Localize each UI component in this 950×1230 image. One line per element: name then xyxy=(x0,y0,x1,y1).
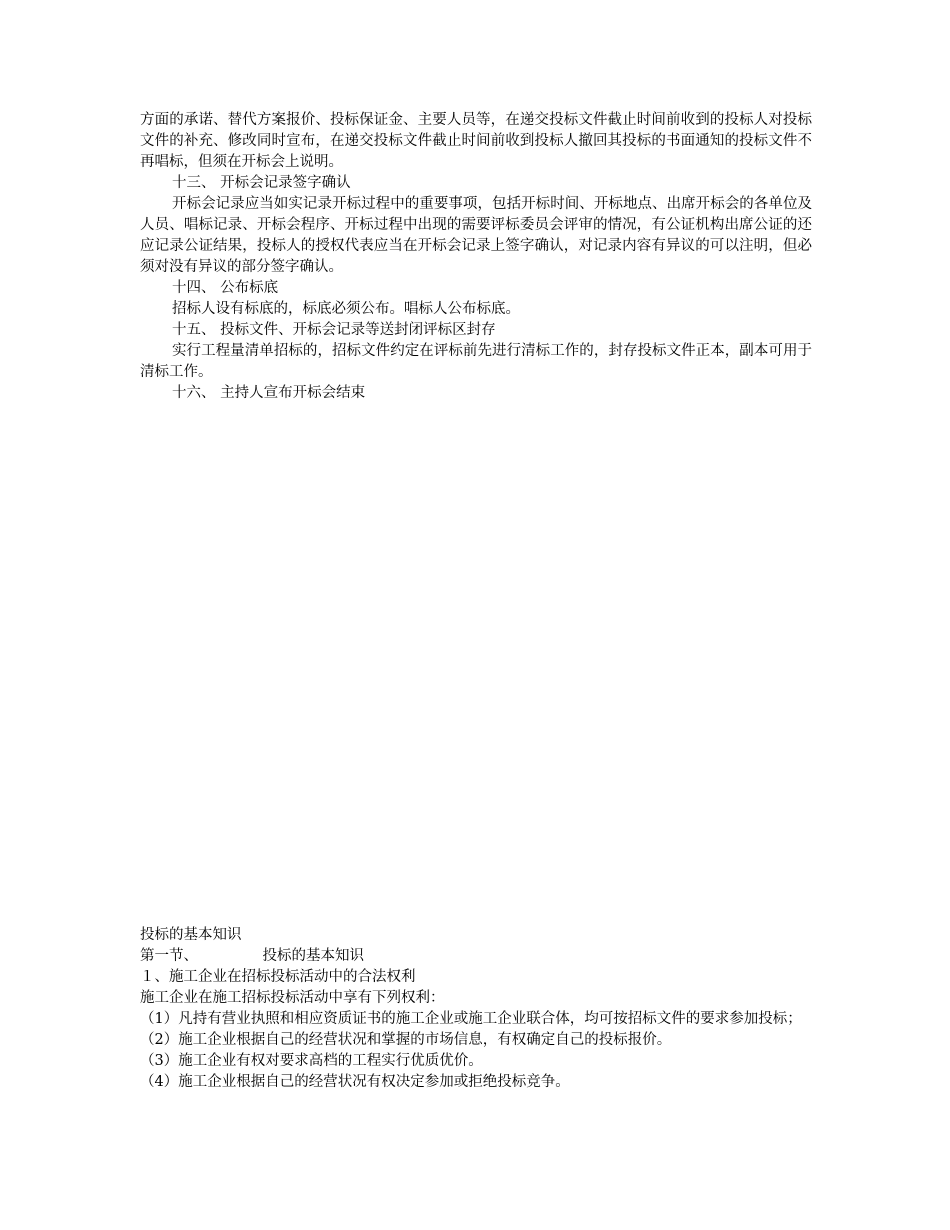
intro-paragraph: 方面的承诺、替代方案报价、投标保证金、主要人员等，在递交投标文件截止时间前收到的投标人对投标文件的补充、修改同时宣布，在递交投标文件截止时间前收到投标人撤回其投标的书面通知的投标文件不再唱标，但须在开标会上说明。 xyxy=(140,112,812,170)
section-title: 投标的基本知识 xyxy=(140,927,242,943)
chapter-heading: 第一节、 投标的基本知识 xyxy=(140,948,365,964)
heading-13: 十三、 开标会记录签字确认 xyxy=(172,175,351,191)
paragraph-14: 招标人设有标底的，标底必须公布。唱标人公布标底。 xyxy=(172,301,520,317)
bidding-basics-section xyxy=(140,925,812,1093)
paragraph-13: 开标会记录应当如实记录开标过程中的重要事项，包括开标时间、开标地点、出席开标会的各单位及人员、唱标记录、开标会程序、开标过程中出现的需要评标委员会评审的情况，有公证机构出席公证的还应记录公证结果，投标人的授权代表应当在开标会记录上签字确认，对记录内容有异议的可以注明，但必须对没有异议的部分签字确认。 xyxy=(140,196,812,275)
rights-list-item: （1）凡持有营业执照和相应资质证书的施工企业或施工企业联合体，均可按招标文件的要求参加投标； xyxy=(140,1011,802,1027)
opening-procedure-section xyxy=(140,110,812,404)
paragraph-15: 实行工程量清单招标的，招标文件约定在评标前先进行清标工作的，封存投标文件正本，副本可用于清标工作。 xyxy=(140,343,812,380)
heading-15: 十五、 投标文件、开标会记录等送封闭评标区封存 xyxy=(172,322,496,338)
heading-16: 十六、 主持人宣布开标会结束 xyxy=(172,385,366,401)
heading-14: 十四、 公布标底 xyxy=(172,280,279,296)
rights-intro: 施工企业在施工招标投标活动中享有下列权利： xyxy=(140,990,445,1006)
rights-list-item: （2）施工企业根据自己的经营状况和掌握的市场信息，有权确定自己的投标报价。 xyxy=(140,1032,672,1048)
rights-list-item: （4）施工企业根据自己的经营状况有权决定参加或拒绝投标竞争。 xyxy=(140,1074,570,1090)
item-heading: １、施工企业在招标投标活动中的合法权利 xyxy=(140,969,416,985)
rights-list-item: （3）施工企业有权对要求高档的工程实行优质优价。 xyxy=(140,1053,483,1069)
